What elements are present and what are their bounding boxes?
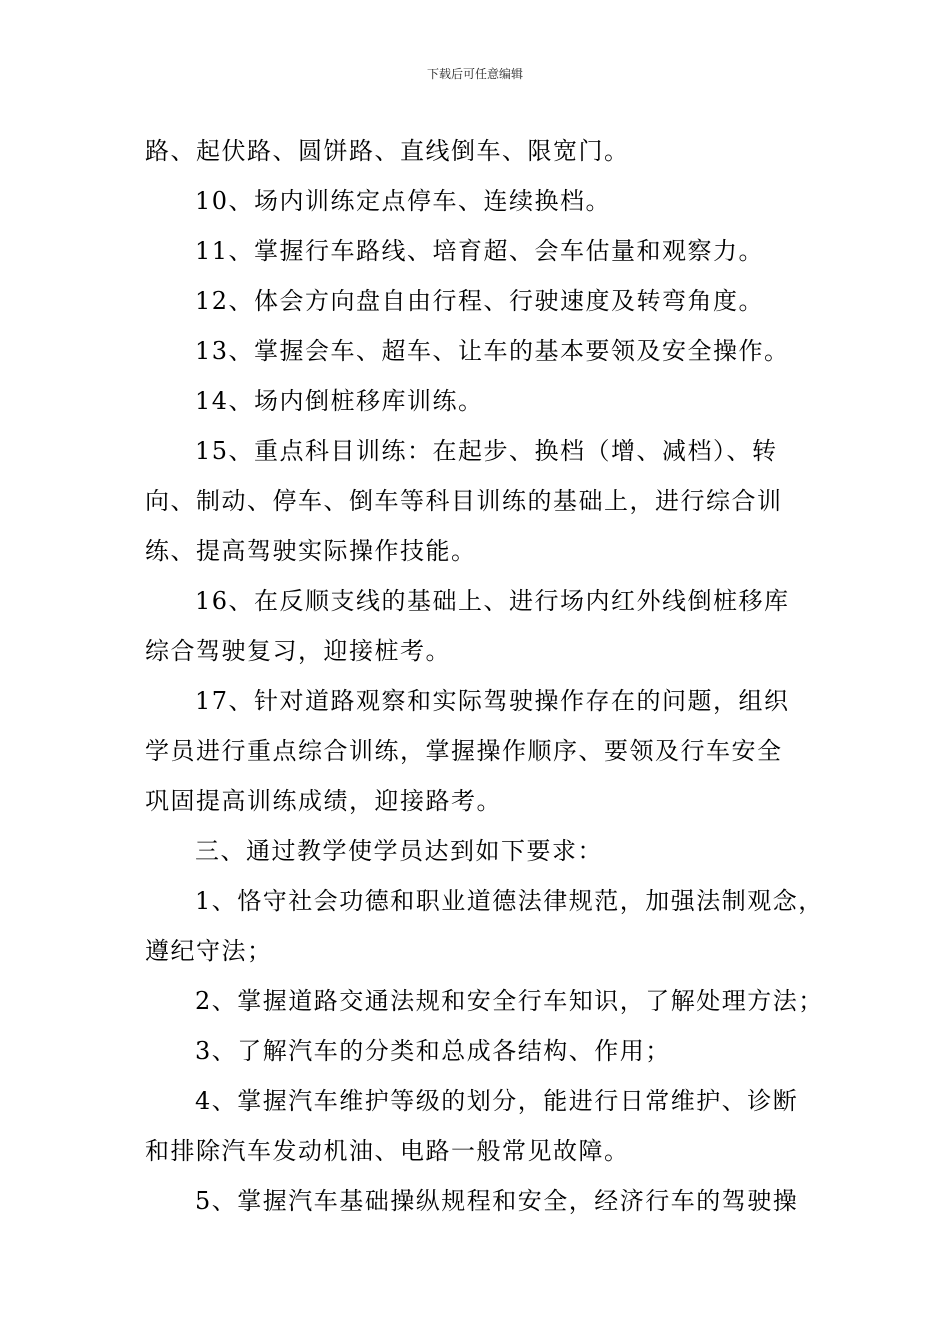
document-body	[145, 126, 824, 1226]
text-line: 15、重点科目训练：在起步、换档（增、减档）、转	[195, 437, 778, 465]
text-line: 向、制动、停车、倒车等科目训练的基础上，进行综合训	[145, 487, 783, 515]
text-line: 和排除汽车发动机油、电路一般常见故障。	[145, 1137, 630, 1165]
text-line: 练、提高驾驶实际操作技能。	[145, 537, 477, 565]
text-line: 12、体会方向盘自由行程、行驶速度及转弯角度。	[195, 287, 765, 315]
text-line: 3、了解汽车的分类和总成各结构、作用；	[195, 1037, 671, 1065]
text-line: 10、场内训练定点停车、连续换档。	[195, 187, 612, 215]
text-line: 4、掌握汽车维护等级的划分，能进行日常维护、诊断	[195, 1087, 799, 1115]
page-header: 下载后可任意编辑	[426, 67, 523, 81]
text-line: 17、针对道路观察和实际驾驶操作存在的问题，组织	[195, 687, 790, 715]
text-line: 路、起伏路、圆饼路、直线倒车、限宽门。	[145, 137, 630, 165]
text-line: 三、通过教学使学员达到如下要求：	[195, 837, 603, 865]
text-line: 11、掌握行车路线、培育超、会车估量和观察力。	[195, 237, 765, 265]
text-line: 综合驾驶复习，迎接桩考。	[145, 637, 451, 665]
text-line: 5、掌握汽车基础操纵规程和安全，经济行车的驾驶操	[195, 1187, 799, 1215]
text-line: 2、掌握道路交通法规和安全行车知识，了解处理方法；	[195, 987, 824, 1015]
text-line: 1、恪守社会功德和职业道德法律规范，加强法制观念，	[195, 887, 824, 915]
text-line: 14、场内倒桩移库训练。	[195, 387, 484, 415]
text-line: 13、掌握会车、超车、让车的基本要领及安全操作。	[195, 337, 790, 365]
text-line: 巩固提高训练成绩，迎接路考。	[145, 787, 502, 815]
text-line: 16、在反顺支线的基础上、进行场内红外线倒桩移库	[195, 587, 790, 615]
text-line: 学员进行重点综合训练，掌握操作顺序、要领及行车安全	[145, 737, 783, 765]
text-line: 遵纪守法；	[145, 937, 273, 965]
